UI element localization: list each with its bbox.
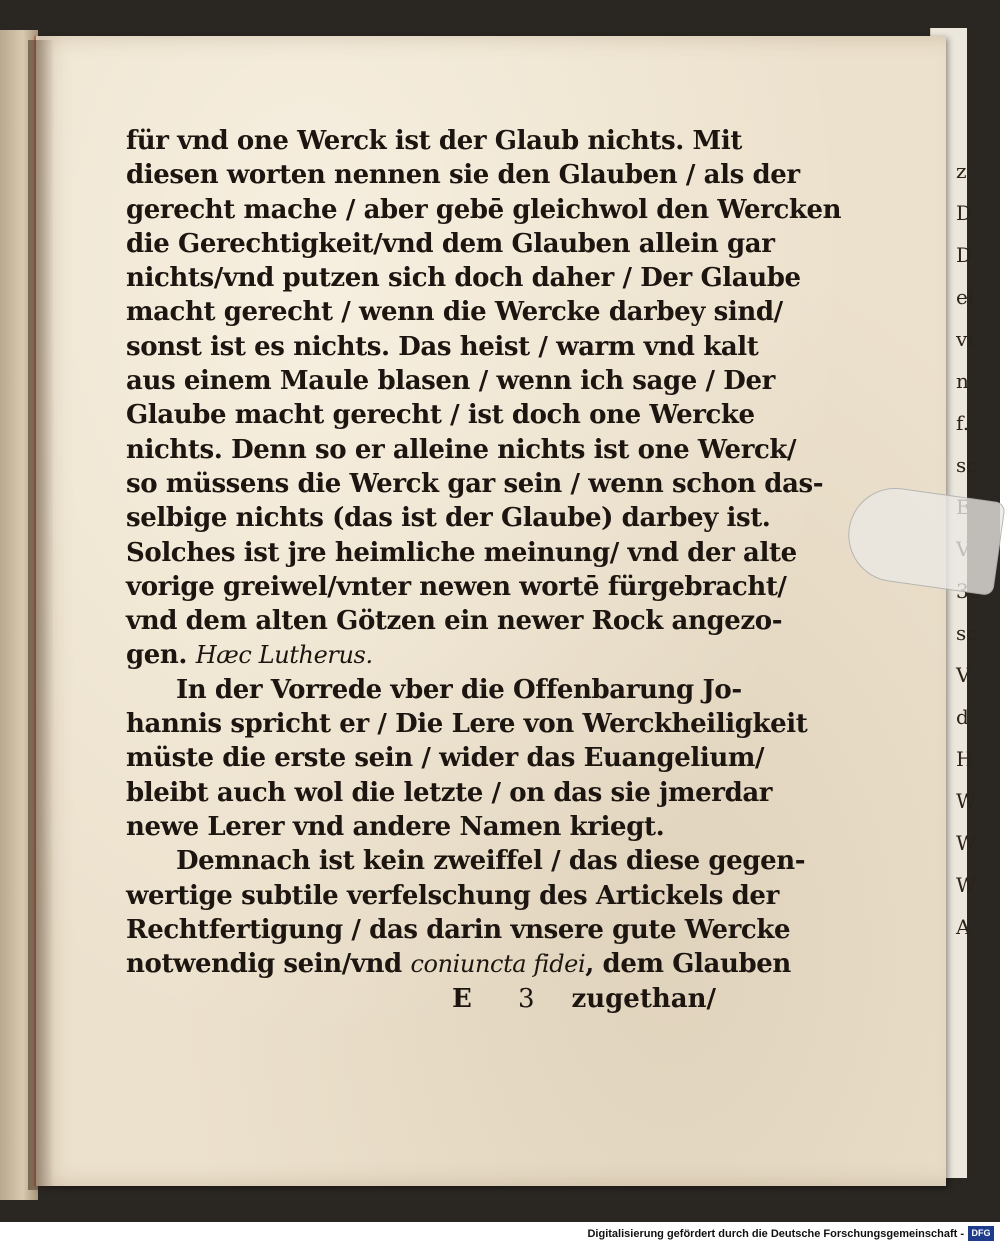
text-line: nichts/vnd putzen sich doch daher / Der Glaube xyxy=(126,263,801,294)
paragraph-2-line: hannis spricht er / Die Lere von Werckheiligkeit xyxy=(126,709,808,740)
next-page-fragment: n xyxy=(956,369,969,393)
catchword: zugethan/ xyxy=(571,984,716,1014)
next-page-fragment: d xyxy=(956,705,969,729)
next-page-fragment: V xyxy=(956,663,971,687)
funding-credit: Digitalisierung gefördert durch die Deutsche Forschungsgemeinschaft - xyxy=(587,1228,964,1240)
paragraph-3-line: wertige subtile verfelschung des Artickels der xyxy=(126,880,779,911)
next-page-fragment: sc xyxy=(956,453,978,477)
text-line: diesen worten nennen sie den Glauben / als der xyxy=(126,160,800,191)
paragraph-2-line: newe Lerer vnd andere Namen kriegt. xyxy=(126,811,665,842)
dfg-logo: DFG xyxy=(968,1226,994,1241)
text-line: selbige nichts (das ist der Glaube) darbey ist. xyxy=(126,503,771,534)
next-page-fragment: ei xyxy=(956,285,975,309)
latin-phrase: coniuncta fidei xyxy=(410,950,586,979)
text-line xyxy=(126,638,716,672)
next-page-fragment: W xyxy=(956,831,977,855)
next-page-fragment: vi xyxy=(956,327,974,351)
latin-attribution: Hæc Lutherus. xyxy=(195,641,373,670)
spine-shadow xyxy=(28,40,54,1190)
text-fragment: , dem Glauben xyxy=(585,949,791,980)
next-page-fragment: z xyxy=(956,159,967,183)
signature-letter: E xyxy=(452,984,472,1014)
paragraph-3-line: Demnach ist kein zweiffel / das diese gegen- xyxy=(176,846,806,877)
next-page-fragment: H xyxy=(956,747,974,771)
text-line: vnd dem alten Götzen ein newer Rock angezo- xyxy=(126,606,783,637)
signature-number: 3 xyxy=(518,984,535,1014)
text-line: Glaube macht gerecht / ist doch one Wercke xyxy=(126,400,755,431)
paragraph-2-line: In der Vorrede vber die Offenbarung Jo- xyxy=(176,674,742,705)
next-page-fragment: D xyxy=(956,201,973,225)
paragraph-2-line: müste die erste sein / wider das Euangelium/ xyxy=(126,743,765,774)
credit-bar xyxy=(0,1222,1000,1246)
next-page-fragment: D xyxy=(956,243,973,267)
text-line: die Gerechtigkeit/vnd dem Glauben allein gar xyxy=(126,228,775,259)
text-line: vorige greiwel/vnter newen wortē fürgebracht/ xyxy=(126,571,787,602)
text-line: für vnd one Werck ist der Glaub nichts. Mit xyxy=(126,126,742,156)
text-line: Solches ist jre heimliche meinung/ vnd der alte xyxy=(126,537,797,568)
paragraph-3-line: Rechtfertigung / das darin vnsere gute Wercke xyxy=(126,914,791,945)
page-text xyxy=(126,124,842,981)
next-page-fragment: W xyxy=(956,789,977,813)
paragraph-2-line: bleibt auch wol die letzte / on das sie jmerdar xyxy=(126,777,773,808)
text-fragment: gen. xyxy=(126,640,188,671)
text-line: gerecht mache / aber gebē gleichwol den Wercken xyxy=(126,194,842,225)
text-line: so müssens die Werck gar sein / wenn schon das- xyxy=(126,468,824,499)
next-page-fragment: sc xyxy=(956,621,978,645)
next-page-fragment: A xyxy=(956,915,971,939)
next-page-fragment: W xyxy=(956,873,977,897)
text-line: sonst ist es nichts. Das heist / warm vnd kalt xyxy=(126,331,759,362)
paragraph-3-line xyxy=(126,947,791,981)
text-line: aus einem Maule blasen / wenn ich sage / Der xyxy=(126,366,775,397)
text-line: nichts. Denn so er alleine nichts ist one Werck/ xyxy=(126,434,797,465)
text-fragment: notwendig sein/vnd xyxy=(126,949,402,980)
text-line: macht gerecht / wenn die Wercke darbey sind/ xyxy=(126,297,783,328)
next-page-fragment: f. xyxy=(956,411,970,435)
